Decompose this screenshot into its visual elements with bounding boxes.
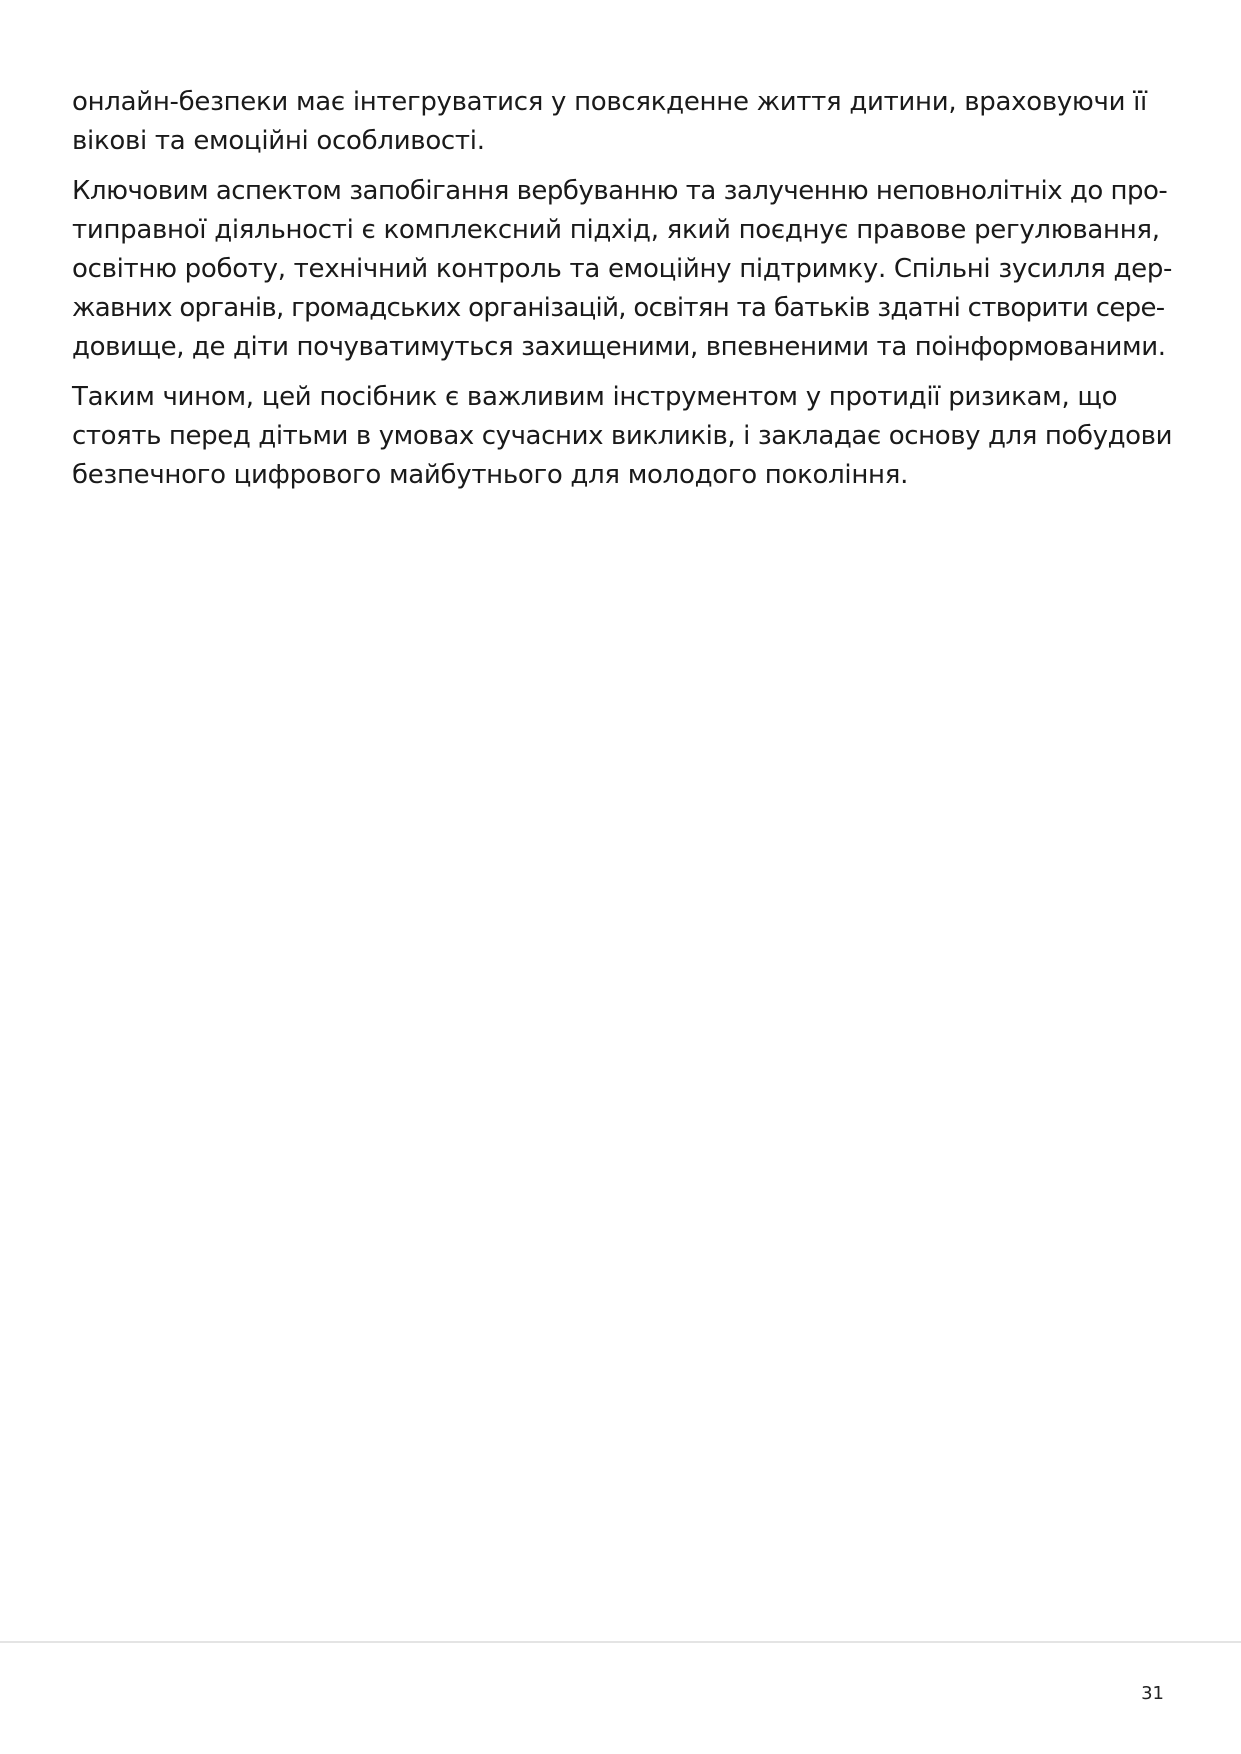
text-line: безпечного цифрового майбутнього для молодого покоління. bbox=[72, 460, 909, 490]
paragraph-comprehensive-approach bbox=[72, 172, 1172, 367]
document-body bbox=[72, 83, 1172, 506]
text-line: онлайн-безпеки має інтегруватися у повсякденне життя дитини, враховуючи її bbox=[72, 87, 1147, 117]
text-line: стоять перед дітьми в умовах сучасних викликів, і закладає основу для побудови bbox=[72, 421, 1173, 451]
text-line: вікові та емоційні особливості. bbox=[72, 126, 485, 156]
text-line: типравної діяльності є комплексний підхід, який поєднує правове регулювання, bbox=[72, 215, 1160, 245]
paragraph-online-safety bbox=[72, 83, 1172, 161]
text-line: освітню роботу, технічний контроль та емоційну підтримку. Спільні зусилля дер- bbox=[72, 254, 1173, 284]
text-line: довище, де діти почуватимуться захищеними, впевненими та поінформованими. bbox=[72, 332, 1166, 362]
text-line: Таким чином, цей посібник є важливим інструментом у протидії ризикам, що bbox=[72, 382, 1118, 412]
footer-divider bbox=[0, 1641, 1241, 1643]
text-line: Ключовим аспектом запобігання вербуванню та залученню неповнолітніх до про- bbox=[72, 176, 1168, 206]
page-number: 31 bbox=[1141, 1683, 1164, 1704]
paragraph-conclusion bbox=[72, 378, 1172, 495]
text-line: жавних органів, громадських організацій, освітян та батьків здатні створити сере- bbox=[72, 293, 1165, 323]
